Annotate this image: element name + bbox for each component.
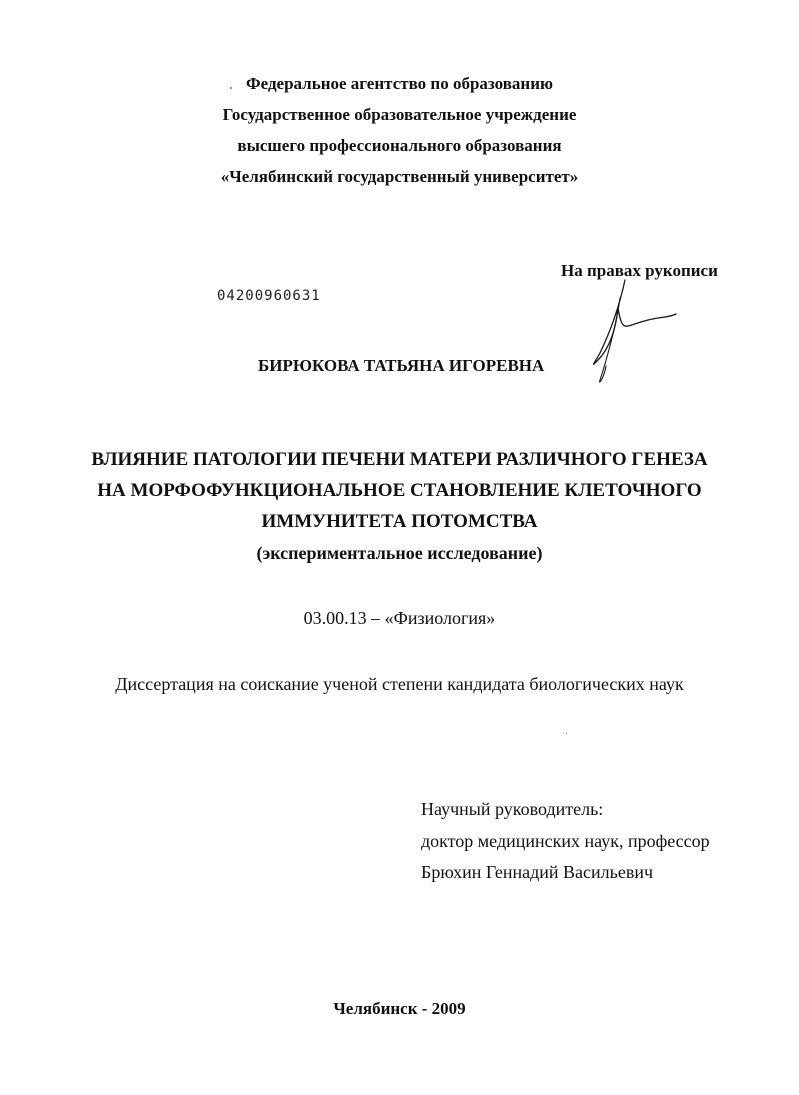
city-year: Челябинск - 2009 — [333, 999, 466, 1018]
header-university-name: «Челябинский государственный университет» — [220, 167, 579, 186]
specialty-code: 03.00.13 – «Физиология» — [303, 608, 496, 628]
dissertation-subtitle: (экспериментальное исследование) — [256, 543, 543, 563]
degree-statement: Диссертация на соискание ученой степени кандидата биологических наук — [115, 674, 684, 694]
header-agency: Федеральное агентство по образованию — [246, 74, 553, 93]
header-education-level: высшего профессионального образования — [237, 136, 562, 155]
dissertation-title-line-3: ИММУНИТЕТА ПОТОМСТВА — [261, 511, 538, 532]
supervisor-credentials: доктор медицинских наук, профессор — [421, 831, 710, 851]
handwritten-signature — [570, 268, 680, 388]
author-name: БИРЮКОВА ТАТЬЯНА ИГОРЕВНА — [258, 356, 545, 375]
catalog-number: 04200960631 — [217, 288, 321, 304]
dissertation-title-line-2: НА МОРФОФУНКЦИОНАЛЬНОЕ СТАНОВЛЕНИЕ КЛЕТОЧНОГО — [97, 480, 702, 501]
scan-speck — [566, 733, 567, 734]
supervisor-label: Научный руководитель: — [421, 799, 604, 819]
manuscript-rights-note: На правах рукописи — [561, 261, 718, 280]
header-institution-type: Государственное образовательное учреждение — [222, 105, 577, 124]
dissertation-title-line-1: ВЛИЯНИЕ ПАТОЛОГИИ ПЕЧЕНИ МАТЕРИ РАЗЛИЧНОГО ГЕНЕЗА — [91, 449, 708, 470]
supervisor-name: Брюхин Геннадий Васильевич — [421, 862, 654, 882]
